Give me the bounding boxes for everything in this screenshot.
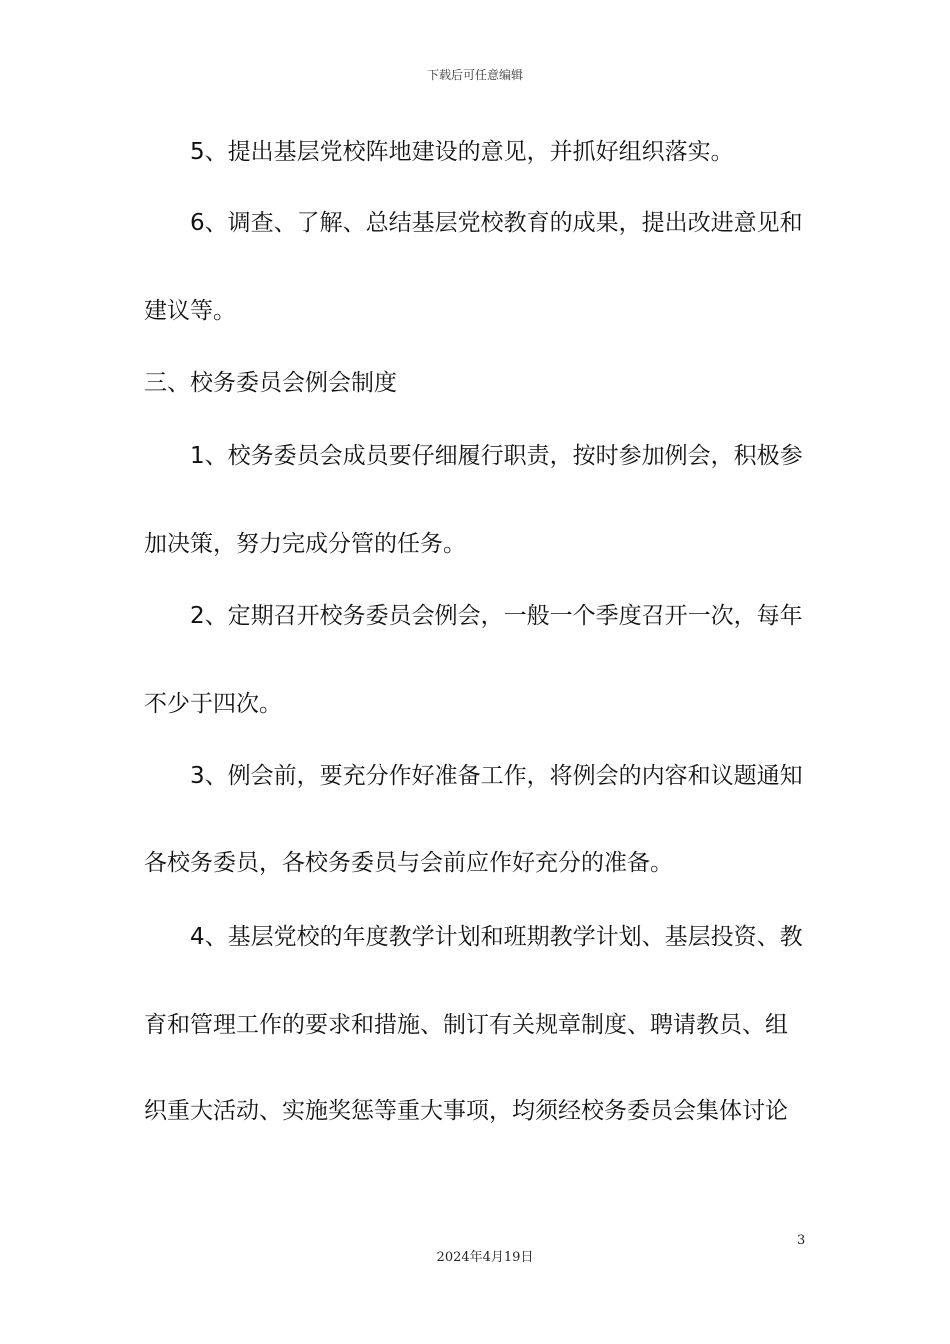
paragraph-line: 6、调查、了解、总结基层党校教育的成果，提出改进意见和 xyxy=(190,210,803,236)
paragraph-line: 加决策，努力完成分管的任务。 xyxy=(144,531,466,557)
paragraph-line: 建议等。 xyxy=(144,298,236,324)
footer-date: 2024年4月19日 xyxy=(436,1250,534,1265)
header-note: 下载后可任意编辑 xyxy=(426,68,523,82)
paragraph-line: 1、校务委员会成员要仔细履行职责，按时参加例会，积极参 xyxy=(190,443,803,469)
paragraph-line: 5、提出基层党校阵地建设的意见，并抓好组织落实。 xyxy=(190,139,734,165)
section-heading: 三、校务委员会例会制度 xyxy=(144,370,397,396)
paragraph-line: 3、例会前，要充分作好准备工作，将例会的内容和议题通知 xyxy=(190,763,803,789)
paragraph-line: 织重大活动、实施奖惩等重大事项，均须经校务委员会集体讨论 xyxy=(144,1098,788,1124)
paragraph-line: 育和管理工作的要求和措施、制订有关规章制度、聘请教员、组 xyxy=(144,1012,788,1038)
paragraph-line: 4、基层党校的年度教学计划和班期教学计划、基层投资、教 xyxy=(190,924,803,950)
paragraph-line: 不少于四次。 xyxy=(144,691,282,717)
page-number: 3 xyxy=(797,1233,806,1248)
paragraph-line: 2、定期召开校务委员会例会，一般一个季度召开一次，每年 xyxy=(190,603,803,629)
paragraph-line: 各校务委员，各校务委员与会前应作好充分的准备。 xyxy=(144,850,673,876)
